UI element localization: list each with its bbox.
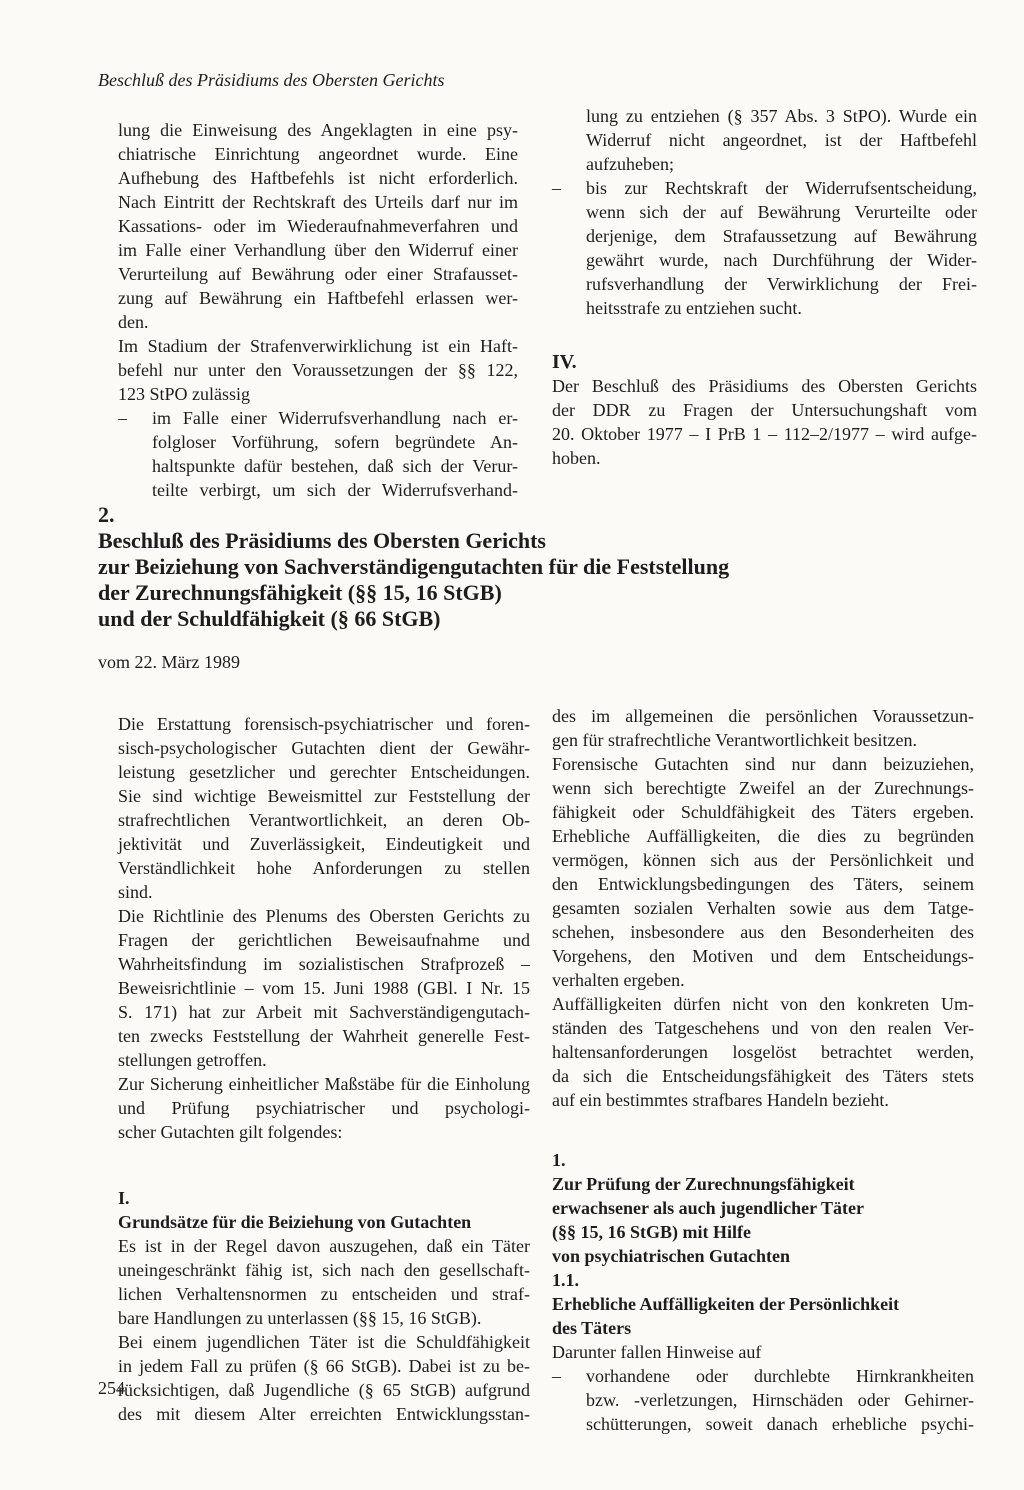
text-line: 20. Oktober 1977 – I PrB 1 – 112–2/1977 – wird aufge- — [552, 424, 977, 444]
section-title-line: zur Beiziehung von Sachverständigengutachten für die Feststellung — [98, 554, 730, 579]
text-line: ständen des Tatgeschehens und von den realen Ver- — [552, 1018, 974, 1038]
section-i-title: Grundsätze für die Beiziehung von Gutachten — [118, 1212, 472, 1232]
text-line: wenn sich berechtigte Zweifel an der Zurechnungs- — [552, 778, 974, 798]
text-line: strafrechtlichen Verantwortlichkeit, an deren Ob- — [118, 810, 530, 830]
lower-right-column — [552, 704, 974, 1436]
list-item: – bis zur Rechtskraft der Widerrufsentscheidung, wenn sich der auf Bewährung Verurteilte oder derjenige, dem Strafaussetzung auf Bewährung gewährt wurde, nach Durchführung der Wider- rufsverhandlung der Verwirklichung der Frei- heitsstrafe zu entziehen sucht. — [552, 178, 977, 318]
subsection-title-line: (§§ 15, 16 StGB) mit Hilfe — [552, 1222, 751, 1242]
text-line: auf ein bestimmtes strafbares Handeln bezieht. — [552, 1090, 889, 1110]
text-line: folgloser Vorführung, sofern begründete An- — [152, 432, 518, 452]
text-line: Im Stadium der Strafenverwirklichung ist ein Haft- — [118, 336, 518, 356]
text-line: des im allgemeinen die persönlichen Voraussetzun- — [552, 706, 974, 726]
text-line: vorhandene oder durchlebte Hirnkrankheiten — [586, 1366, 974, 1386]
text-line: bzw. -verletzungen, Hirnschäden oder Gehirner- — [586, 1390, 974, 1410]
text-line: lung zu entziehen (§ 357 Abs. 3 StPO). Wurde ein — [586, 106, 977, 126]
text-line: Fragen der gerichtlichen Beweisaufnahme und — [118, 930, 530, 950]
lower-left-column — [118, 712, 530, 1426]
top-right-column — [552, 104, 977, 470]
text-line: jektivität und Zuverlässigkeit, Eindeutigkeit und — [118, 834, 530, 854]
section-i-heading: I. — [118, 1188, 130, 1208]
text-line: derjenige, dem Strafaussetzung auf Bewährung — [586, 226, 977, 246]
text-line: der DDR zu Fragen der Untersuchungshaft vom — [552, 400, 977, 420]
text-line: gesamten sozialen Verhalten sowie aus dem Tatge- — [552, 898, 974, 918]
text-line: teilte verbirgt, um sich der Widerrufsverhand- — [152, 480, 518, 500]
text-line: scher Gutachten gilt folgendes: — [118, 1122, 343, 1142]
text-line: Kassations- oder im Wiederaufnahmeverfahren und — [118, 216, 518, 236]
text-line: chiatrische Einrichtung angeordnet wurde. Eine — [118, 144, 518, 164]
text-line: aufzuheben; — [586, 154, 674, 174]
text-line: leistung gesetzlicher und gerechter Entscheidungen. — [118, 762, 530, 782]
subsection-title-line: Zur Prüfung der Zurechnungsfähigkeit — [552, 1174, 855, 1194]
page-number: 254 — [98, 1378, 125, 1398]
section-title-line: und der Schuldfähigkeit (§ 66 StGB) — [98, 606, 441, 631]
text-line: Widerruf nicht angeordnet, ist der Haftbefehl — [586, 130, 977, 150]
text-line: Die Richtlinie des Plenums des Obersten Gerichts zu — [118, 906, 530, 926]
text-line: schütterungen, soweit danach erhebliche psychi- — [586, 1414, 974, 1434]
text-line: uneingeschränkt fähig ist, sich nach den gesellschaft- — [118, 1260, 530, 1280]
text-line: S. 171) hat zur Arbeit mit Sachverständigengutach- — [118, 1002, 530, 1022]
text-line: Darunter fallen Hinweise auf — [552, 1342, 762, 1362]
text-line: hoben. — [552, 448, 601, 468]
text-line: gewährt wurde, nach Durchführung der Wider- — [586, 250, 977, 270]
text-line: im Falle einer Widerrufsverhandlung nach er- — [152, 408, 518, 428]
text-line: 123 StPO zulässig — [118, 384, 251, 404]
list-item: – vorhandene oder durchlebte Hirnkrankheiten bzw. -verletzungen, Hirnschäden oder Gehirner- schütterungen, soweit danach erhebliche psychi- — [552, 1366, 974, 1434]
subsection-title-line: Erhebliche Auffälligkeiten der Persönlichkeit — [552, 1294, 900, 1314]
text-line: Der Beschluß des Präsidiums des Obersten Gerichts — [552, 376, 977, 396]
text-line: befehl nur unter den Voraussetzungen der §§ 122, — [118, 360, 518, 380]
section-iv-heading: IV. — [552, 351, 577, 373]
text-line: Vorgehens, den Motiven und dem Entscheidungs- — [552, 946, 974, 966]
running-head: Beschluß des Präsidiums des Obersten Gerichts — [98, 70, 445, 90]
subsection-number: 1. — [552, 1150, 566, 1170]
text-line: rücksichtigen, daß Jugendliche (§ 65 StGB) aufgrund — [118, 1380, 530, 1400]
text-line: sisch-psychologischer Gutachten dient der Gewähr- — [118, 738, 530, 758]
text-line: wenn sich der auf Bewährung Verurteilte oder — [586, 202, 977, 222]
text-line: da sich die Entscheidungsfähigkeit des Täters stets — [552, 1066, 974, 1086]
subsection-title-line: erwachsener als auch jugendlicher Täter — [552, 1198, 864, 1218]
text-line: den Entwicklungsbedingungen des Täters, seinem — [552, 874, 974, 894]
text-line: den. — [118, 312, 149, 332]
text-line: schehen, insbesondere aus den Besonderheiten des — [552, 922, 974, 942]
text-line: vermögen, können sich aus der Persönlichkeit und — [552, 850, 974, 870]
text-line: Forensische Gutachten sind nur dann beizuziehen, — [552, 754, 974, 774]
list-item: – im Falle einer Widerrufsverhandlung nach er- folgloser Vorführung, sofern begründete An- haltspunkte dafür bestehen, daß sich der Verur- teilte verbirgt, um sich der Widerrufsverhand- — [118, 408, 518, 500]
text-line: rufsverhandlung der Verwirklichung der Frei- — [586, 274, 977, 294]
text-line: lichen Verhaltensnormen zu entscheiden und straf- — [118, 1284, 530, 1304]
text-line: Sie sind wichtige Beweismittel zur Feststellung der — [118, 786, 530, 806]
text-line: sind. — [118, 882, 153, 902]
text-line: bis zur Rechtskraft der Widerrufsentscheidung, — [586, 178, 977, 198]
text-line: fähigkeit oder Schuldfähigkeit des Täters ergeben. — [552, 802, 974, 822]
text-line: im Falle einer Verhandlung über den Widerruf einer — [118, 240, 518, 260]
text-line: haltensanforderungen losgelöst betrachtet werden, — [552, 1042, 974, 1062]
text-line: Zur Sicherung einheitlicher Maßstäbe für die Einholung — [118, 1074, 530, 1094]
text-line: in jedem Fall zu prüfen (§ 66 StGB). Dabei ist zu be- — [118, 1356, 530, 1376]
section-heading — [98, 502, 729, 632]
text-line: des mit diesem Alter erreichten Entwicklungsstan- — [118, 1404, 530, 1424]
text-line: Es ist in der Regel davon auszugehen, daß ein Täter — [118, 1236, 530, 1256]
subsection-title-line: des Täters — [552, 1318, 632, 1338]
text-line: stellungen getroffen. — [118, 1050, 267, 1070]
section-number: 2. — [98, 502, 115, 527]
text-line: Die Erstattung forensisch-psychiatrischer und foren- — [118, 714, 530, 734]
text-line: Beweisrichtlinie – vom 15. Juni 1988 (GBl. I Nr. 15 — [118, 978, 530, 998]
text-line: bare Handlungen zu unterlassen (§§ 15, 16 StGB). — [118, 1308, 482, 1328]
text-line: Aufhebung des Haftbefehls ist nicht erforderlich. — [118, 168, 518, 188]
text-line: Nach Eintritt der Rechtskraft des Urteils darf nur im — [118, 192, 518, 212]
text-line: gen für strafrechtliche Verantwortlichkeit besitzen. — [552, 730, 918, 750]
text-line: heitsstrafe zu entziehen sucht. — [586, 298, 802, 318]
text-line: zung auf Bewährung ein Haftbefehl erlassen wer- — [118, 288, 518, 308]
decision-date: vom 22. März 1989 — [98, 652, 240, 672]
text-line: Bei einem jugendlichen Täter ist die Schuldfähigkeit — [118, 1332, 530, 1352]
section-title-line: der Zurechnungsfähigkeit (§§ 15, 16 StGB) — [98, 580, 502, 605]
text-line: Erhebliche Auffälligkeiten, die dies zu begründen — [552, 826, 974, 846]
subsection-title-line: von psychiatrischen Gutachten — [552, 1246, 791, 1266]
text-line: ten zwecks Feststellung der Wahrheit generelle Fest- — [118, 1026, 530, 1046]
text-line: lung die Einweisung des Angeklagten in eine psy- — [118, 120, 518, 140]
top-left-column — [118, 118, 518, 502]
text-line: verhalten ergeben. — [552, 970, 685, 990]
text-line: Wahrheitsfindung im sozialistischen Strafprozeß – — [118, 954, 530, 974]
section-title-line: Beschluß des Präsidiums des Obersten Gerichts — [98, 528, 546, 553]
subsection-number: 1.1. — [552, 1270, 579, 1290]
text-line: haltspunkte dafür bestehen, daß sich der Verur- — [152, 456, 518, 476]
text-line: Verurteilung auf Bewährung oder einer Strafausset- — [118, 264, 518, 284]
text-line: Verständlichkeit hohe Anforderungen zu stellen — [118, 858, 530, 878]
text-line: und Prüfung psychiatrischer und psychologi- — [118, 1098, 530, 1118]
text-line: Auffälligkeiten dürfen nicht von den konkreten Um- — [552, 994, 974, 1014]
